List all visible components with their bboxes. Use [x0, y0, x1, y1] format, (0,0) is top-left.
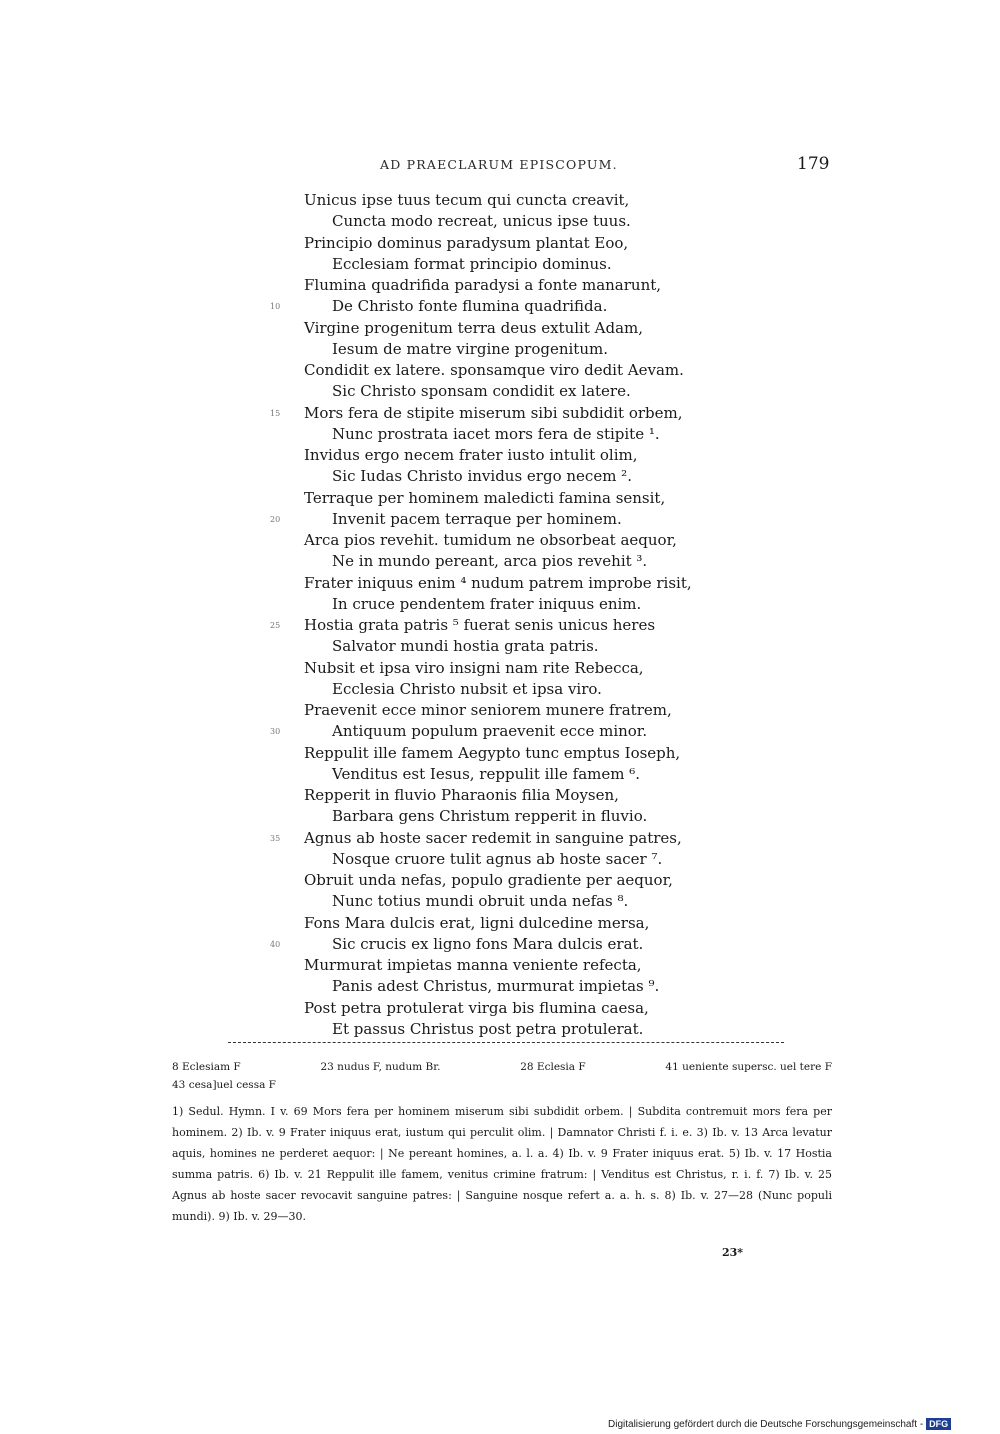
verse-text: Et passus Christus post petra protulerat. — [332, 1019, 644, 1038]
line-number: 25 — [270, 621, 281, 630]
apparatus-line-1 — [172, 1058, 832, 1076]
apparatus-entry: 41 ueniente supersc. uel tere F — [665, 1061, 832, 1073]
verse-line — [0, 700, 1000, 721]
verse-text: Nosque cruore tulit agnus ab hoste sacer ⁷. — [332, 849, 663, 868]
verse-line — [0, 339, 1000, 360]
verse-line — [0, 211, 1000, 232]
divider — [228, 1042, 784, 1043]
line-number: 20 — [270, 514, 281, 524]
verse-line — [0, 828, 1000, 849]
verse-line — [0, 764, 1000, 785]
verse-text: Hostia grata patris ⁵ fuerat senis unicus heres — [304, 616, 656, 634]
running-header: AD PRAECLARUM EPISCOPUM. — [380, 157, 618, 172]
verse-line — [0, 955, 1000, 976]
verse-line — [0, 806, 1000, 827]
apparatus-line-2: 43 cesa]uel cessa F — [172, 1079, 276, 1091]
verse-text: Cuncta modo recreat, unicus ipse tuus. — [332, 212, 631, 231]
verse-text: Principio dominus paradysum plantat Eoo, — [304, 233, 629, 252]
verse-line — [0, 743, 1000, 764]
verse-text: Ecclesiam format principio dominus. — [332, 254, 612, 273]
verse-text: Agnus ab hoste sacer redemit in sanguine patres, — [304, 828, 682, 847]
poem-text — [0, 190, 1000, 1040]
verse-line — [0, 488, 1000, 509]
verse-line — [0, 785, 1000, 806]
verse-line — [0, 976, 1000, 997]
verse-text: Condidit ex latere. sponsamque viro dedit Aevam. — [304, 361, 684, 379]
verse-text: Praevenit ecce minor seniorem munere fratrem, — [304, 701, 672, 719]
verse-line — [0, 233, 1000, 254]
line-number: 10 — [270, 302, 281, 312]
verse-text: Venditus est Iesus, reppulit ille famem ⁶. — [332, 764, 641, 783]
verse-text: Post petra protulerat virga bis flumina caesa, — [304, 998, 649, 1017]
verse-text: Nubsit et ipsa viro insigni nam rite Rebecca, — [304, 658, 644, 677]
verse-line — [0, 551, 1000, 572]
line-number: 30 — [270, 727, 281, 737]
verse-text: Ecclesia Christo nubsit et ipsa viro. — [332, 679, 602, 698]
verse-text: Panis adest Christus, murmurat impietas ⁹. — [332, 977, 660, 996]
verse-line — [0, 296, 1000, 317]
verse-line — [0, 445, 1000, 466]
funding-banner — [608, 1418, 951, 1430]
verse-text: Sic crucis ex ligno fons Mara dulcis erat. — [332, 934, 644, 953]
banner-text: Digitalisierung gefördert durch die Deutsche Forschungsgemeinschaft - — [608, 1418, 924, 1430]
verse-line — [0, 424, 1000, 445]
verse-line — [0, 403, 1000, 424]
apparatus-entry: 23 nudus F, nudum Br. — [320, 1061, 441, 1073]
verse-line — [0, 849, 1000, 870]
verse-line — [0, 934, 1000, 955]
verse-text: Flumina quadrifida paradysi a fonte manarunt, — [304, 276, 662, 294]
verse-text: Virgine progenitum terra deus extulit Adam, — [304, 318, 644, 337]
page-number: 179 — [797, 154, 830, 174]
verse-line — [0, 913, 1000, 934]
verse-text: Nunc totius mundi obruit unda nefas ⁸. — [332, 892, 629, 911]
verse-line — [0, 573, 1000, 594]
verse-line — [0, 318, 1000, 339]
verse-text: Sic Christo sponsam condidit ex latere. — [332, 382, 631, 401]
verse-text: Unicus ipse tuus tecum qui cuncta creavit, — [304, 191, 630, 209]
signature-mark: 23* — [722, 1246, 744, 1259]
verse-text: Antiquum populum praevenit ecce minor. — [332, 722, 648, 741]
apparatus-entry: 28 Eclesia F — [520, 1061, 586, 1073]
verse-text: Invidus ergo necem frater iusto intulit olim, — [304, 446, 638, 464]
verse-line — [0, 891, 1000, 912]
verse-line — [0, 254, 1000, 275]
verse-text: Invenit pacem terraque per hominem. — [332, 509, 622, 528]
line-number: 15 — [270, 408, 281, 418]
verse-line — [0, 636, 1000, 657]
dfg-logo-icon: DFG — [926, 1418, 951, 1430]
verse-text: Nunc prostrata iacet mors fera de stipite ¹. — [332, 424, 660, 443]
verse-line — [0, 679, 1000, 700]
verse-text: Arca pios revehit. tumidum ne obsorbeat aequor, — [304, 531, 677, 549]
verse-text: Salvator mundi hostia grata patris. — [332, 637, 599, 656]
verse-line — [0, 466, 1000, 487]
footnotes — [172, 1101, 832, 1227]
verse-line — [0, 381, 1000, 402]
verse-text: Murmurat impietas manna veniente refecta, — [304, 956, 642, 974]
verse-line — [0, 658, 1000, 679]
line-number: 40 — [270, 939, 281, 949]
verse-text: Obruit unda nefas, populo gradiente per aequor, — [304, 871, 673, 889]
verse-line — [0, 275, 1000, 296]
verse-text: Sic Iudas Christo invidus ergo necem ². — [332, 467, 632, 486]
verse-text: Frater iniquus enim ⁴ nudum patrem improbe risit, — [304, 573, 692, 592]
verse-line — [0, 870, 1000, 891]
verse-line — [0, 360, 1000, 381]
verse-line — [0, 615, 1000, 636]
apparatus-entry: 8 Eclesiam F — [172, 1061, 241, 1073]
verse-text: Ne in mundo pereant, arca pios revehit ³. — [332, 552, 648, 571]
footnote-text: 1) Sedul. Hymn. I v. 69 Mors fera per hominem miserum sibi subdidit orbem. | Subdita contremuit mors fera per hominem. 2) Ib. v. 9 Frater iniquus erat, iustum qui perculit olim. | Damnator Christi f. i. e. 3) Ib. v. 13 Arca levatur aquis, homines ne perderet aequor: | Ne pereant homines, a. l. a. 4) Ib. v. 9 Frater iniquus erat. 5) Ib. v. 17 Hostia summa patris. 6) Ib. v. 21 Reppulit ille famem, venitus crimine fratrum: | Venditus est Christus, r. i. f. 7) Ib. v. 25 Agnus ab hoste sacer revocavit sanguine patres: | Sanguine nosque refert a. a. h. s. 8) Ib. v. 27—28 (Nunc populi mundi). 9) Ib. v. 29—30. — [172, 1105, 832, 1223]
verse-text: Terraque per hominem maledicti famina sensit, — [304, 488, 666, 507]
verse-line — [0, 998, 1000, 1019]
verse-text: Reppulit ille famem Aegypto tunc emptus Ioseph, — [304, 743, 681, 762]
line-number: 35 — [270, 833, 281, 843]
verse-text: De Christo fonte flumina quadrifida. — [332, 297, 608, 316]
verse-line — [0, 1019, 1000, 1040]
verse-line — [0, 594, 1000, 615]
verse-text: Mors fera de stipite miserum sibi subdidit orbem, — [304, 403, 683, 422]
verse-line — [0, 509, 1000, 530]
verse-line — [0, 530, 1000, 551]
verse-text: Iesum de matre virgine progenitum. — [332, 339, 608, 358]
verse-text: Fons Mara dulcis erat, ligni dulcedine mersa, — [304, 913, 650, 932]
verse-line — [0, 721, 1000, 742]
verse-text: In cruce pendentem frater iniquus enim. — [332, 594, 642, 613]
verse-text: Barbara gens Christum repperit in fluvio. — [332, 807, 648, 826]
verse-line — [0, 190, 1000, 211]
verse-text: Repperit in fluvio Pharaonis filia Moysen, — [304, 786, 619, 804]
